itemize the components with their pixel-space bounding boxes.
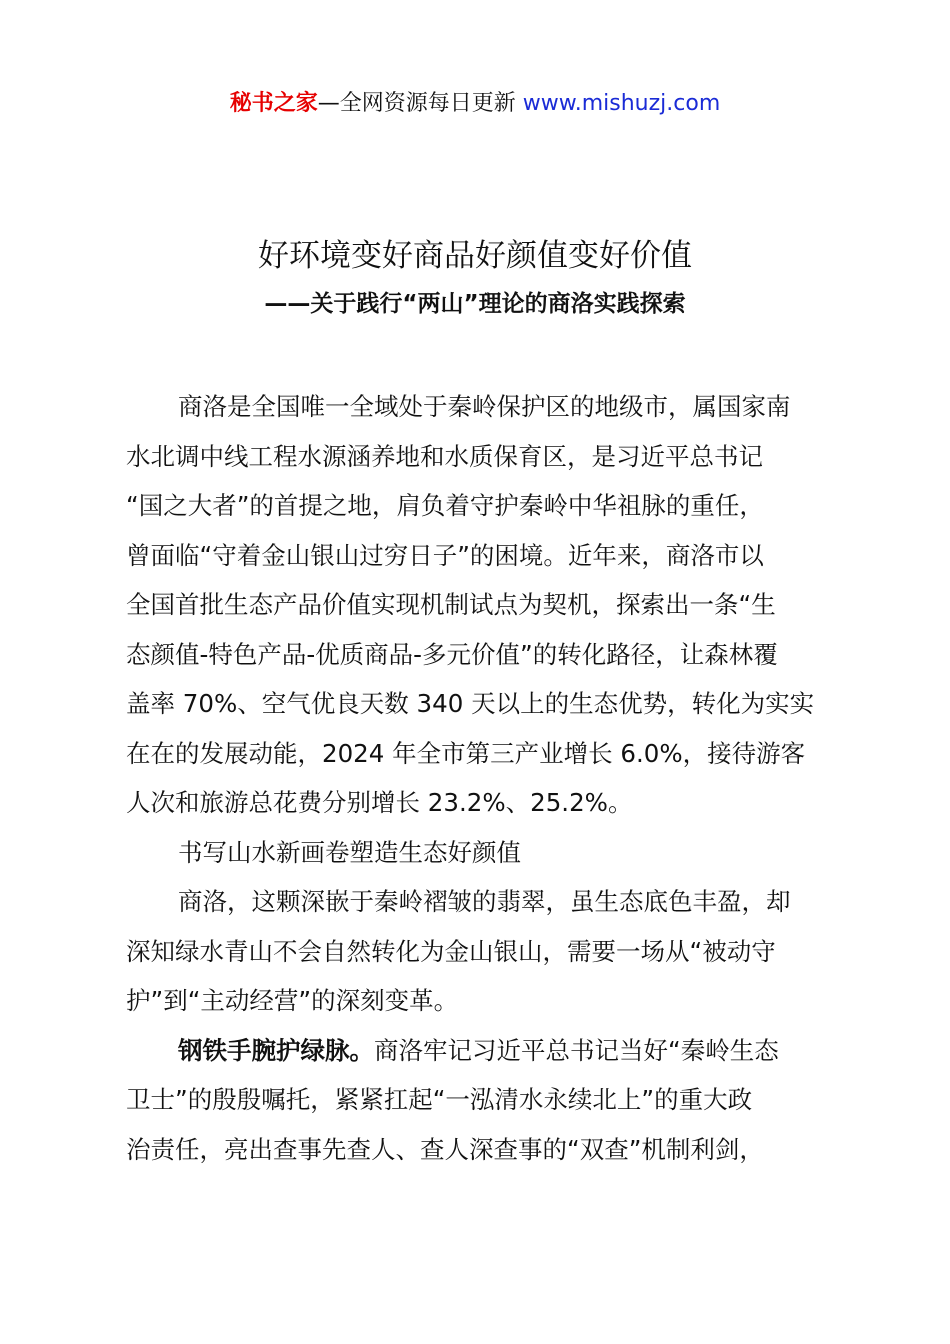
- paragraph-line: 治责任，亮出查事先查人、查人深查事的“双查”机制利剑，: [126, 1134, 764, 1164]
- site-header: [0, 88, 950, 120]
- paragraph-line: 水北调中线工程水源涵养地和水质保育区，是习近平总书记: [126, 441, 763, 471]
- document-subtitle: ——关于践行“两山”理论的商洛实践探索: [264, 291, 686, 317]
- section-heading: 书写山水新画卷塑造生态好颜值: [178, 837, 521, 867]
- paragraph-line: 在在的发展动能，2024 年全市第三产业增长 6.0%，接待游客: [126, 738, 806, 768]
- paragraph-line: “国之大者”的首提之地，肩负着守护秦岭中华祖脉的重任，: [126, 491, 764, 520]
- paragraph-line: 商洛，这颗深嵌于秦岭褶皱的翡翠，虽生态底色丰盈，却: [178, 887, 791, 916]
- lead-in-bold: 钢铁手腕护绿脉。: [178, 1035, 374, 1065]
- site-url-link[interactable]: www.mishuzj.com: [522, 91, 721, 116]
- paragraph-line: 全国首批生态产品价值实现机制试点为契机，探索出一条“生: [126, 590, 776, 619]
- paragraph-text: 商洛牢记习近平总书记当好“秦岭生态: [374, 1035, 779, 1065]
- paragraph-line: 深知绿水青山不会自然转化为金山银山，需要一场从“被动守: [126, 936, 776, 966]
- header-slogan: —全网资源每日更新: [317, 91, 516, 116]
- paragraph-line: 盖率 70%、空气优良天数 340 天以上的生态优势，转化为实实: [126, 689, 815, 718]
- brand-name[interactable]: 秘书之家: [229, 91, 318, 116]
- paragraph-line: 卫士”的殷殷嘱托，紧紧扛起“一泓清水永续北上”的重大政: [126, 1085, 753, 1114]
- document-body: [126, 384, 832, 1176]
- paragraph-line: 人次和旅游总花费分别增长 23.2%、25.2%。: [126, 788, 633, 817]
- paragraph-line: 护”到“主动经营”的深刻变革。: [126, 986, 459, 1015]
- paragraph-line: [126, 1028, 832, 1078]
- document-title: 好环境变好商品好颜值变好价值: [258, 238, 692, 274]
- paragraph-line: 曾面临“守着金山银山过穷日子”的困境。近年来，商洛市以: [126, 540, 764, 570]
- paragraph-line: 态颜值-特色产品-优质商品-多元价值”的转化路径，让森林覆: [126, 639, 778, 669]
- paragraph-line: 商洛是全国唯一全域处于秦岭保护区的地级市，属国家南: [178, 392, 791, 421]
